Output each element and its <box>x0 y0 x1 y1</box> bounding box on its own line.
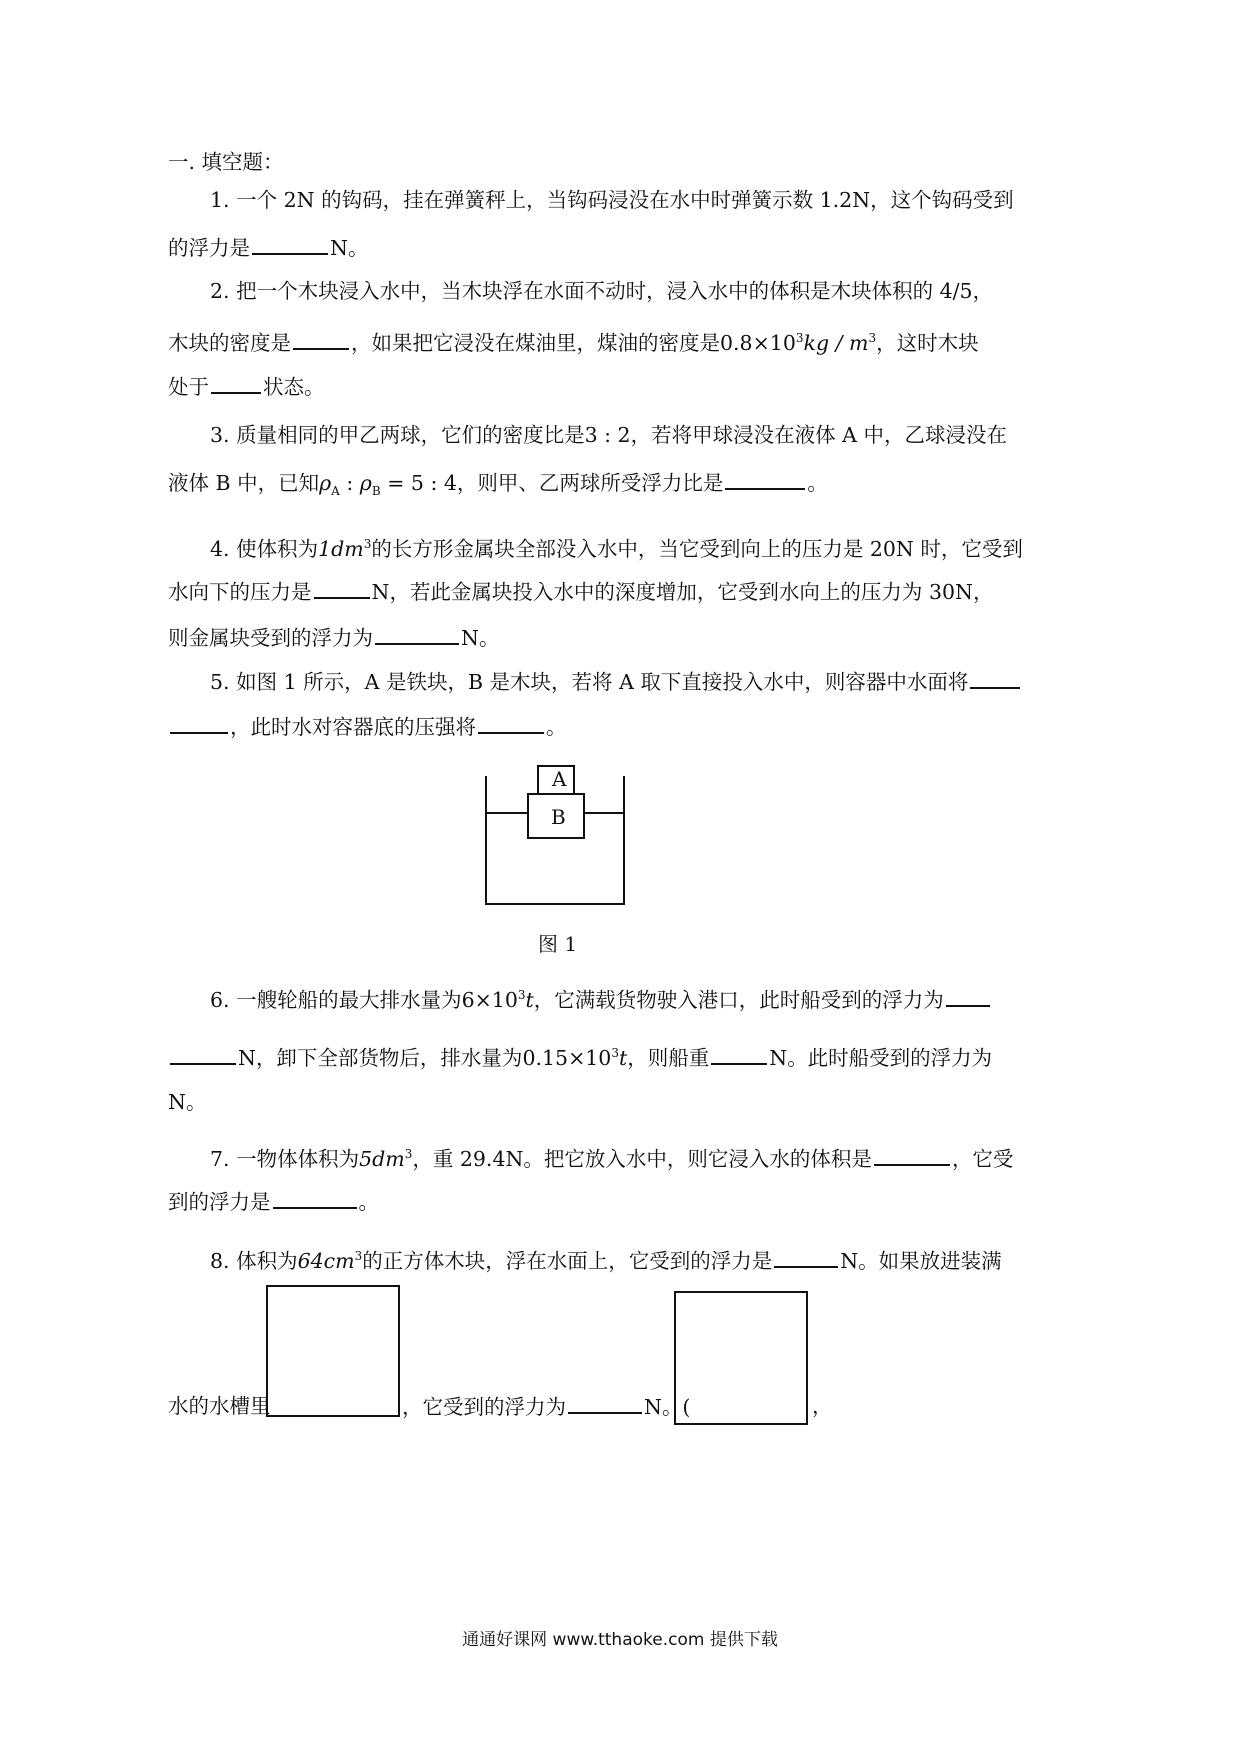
q2-text: 木块的密度是 <box>168 330 291 355</box>
q6-value-2: 0.15×10 <box>522 1045 612 1070</box>
q2-text-2: ，如果把它浸没在煤油里，煤油的密度是 <box>351 330 720 355</box>
q3-ratio: 3 : 2 <box>584 423 631 447</box>
q8-text-2: 的正方体木块，浮在水面上，它受到的浮力是 <box>362 1248 773 1273</box>
answer-blank[interactable] <box>946 985 990 1007</box>
q8-value: 64cm <box>297 1248 355 1273</box>
answer-blank[interactable] <box>774 1246 838 1268</box>
q3-colon: : <box>339 471 360 495</box>
q2-formula-exp: 3 <box>795 331 804 345</box>
rho-subscript-a: A <box>331 484 340 499</box>
rho-subscript-b: B <box>371 484 381 499</box>
page-footer: 通通好课网 www.tthaoke.com 提供下载 <box>462 1630 778 1650</box>
answer-blank[interactable] <box>711 1043 767 1065</box>
q3-rho-a <box>319 471 340 499</box>
section-title: 一. 填空题： <box>168 150 284 174</box>
q2-formula-unit: kg / m <box>803 330 869 355</box>
figure-caption: 图 1 <box>538 932 578 956</box>
question-8-line-2-mid <box>402 1392 690 1421</box>
q1-unit: N。 <box>330 236 369 260</box>
question-4-line-1 <box>210 530 1023 563</box>
question-8-line-2-left: 水的水槽里 <box>168 1394 271 1418</box>
question-1-line-1: 1. 一个 2N 的钩码，挂在弹簧秤上，当钩码浸没在水中时弹簧示数 1.2N，这个钩码受到 <box>210 188 1014 212</box>
question-5-line-2 <box>168 712 567 741</box>
q8-value-exp: 3 <box>354 1249 363 1263</box>
image-placeholder-box <box>266 1285 400 1417</box>
answer-blank[interactable] <box>314 577 370 599</box>
q6-value: 6×10 <box>461 987 518 1012</box>
q7-value-exp: 3 <box>404 1147 413 1161</box>
answer-blank[interactable] <box>211 372 261 394</box>
q8-text-4: ，它受到的浮力为 <box>402 1395 566 1419</box>
answer-blank[interactable] <box>874 1144 950 1166</box>
q8-text-5: N。( <box>644 1395 691 1419</box>
answer-blank[interactable] <box>478 712 544 734</box>
question-1-line-2 <box>168 233 368 262</box>
q8-text-3: N。如果放进装满 <box>840 1248 1002 1273</box>
q4-text-6: N。 <box>461 626 500 650</box>
q6-text-5: N。此时船受到的浮力为 <box>769 1045 993 1070</box>
q3-rho-b <box>359 471 381 499</box>
q6-unit: t <box>525 987 534 1012</box>
q3-text: 3. 质量相同的甲乙两球，它们的密度比是 <box>210 423 585 447</box>
q3-equals: = 5 : 4 <box>380 471 457 495</box>
q3-text-5: 。 <box>807 471 828 495</box>
q5-text: 5. 如图 1 所示，A 是铁块，B 是木块，若将 A 取下直接投入水中，则容器中水面将 <box>210 670 969 694</box>
q4-volume-exp: 3 <box>363 537 372 551</box>
q4-text: 4. 使体积为 <box>210 536 319 561</box>
answer-blank[interactable] <box>568 1392 642 1414</box>
answer-blank[interactable] <box>725 468 805 490</box>
q2-formula-base: 0.8×10 <box>720 330 796 355</box>
q7-text-4: 到的浮力是 <box>168 1190 271 1214</box>
question-2-line-3 <box>168 372 325 401</box>
question-6-line-1 <box>210 981 992 1014</box>
question-5-line-1 <box>210 667 1022 696</box>
q7-value: 5dm <box>359 1146 405 1171</box>
block-b-label: B <box>551 805 566 829</box>
q3-text-4: ，则甲、乙两球所受浮力比是 <box>456 471 724 495</box>
q2-text-3: ，这时木块 <box>876 330 979 355</box>
q5-text-3: 。 <box>546 715 567 739</box>
question-7-line-1 <box>210 1140 1013 1173</box>
question-6-line-2 <box>168 1039 992 1072</box>
question-3-line-1 <box>210 421 1007 449</box>
q8-text: 8. 体积为 <box>210 1248 298 1273</box>
question-4-line-2 <box>168 577 993 606</box>
q7-text-5: 。 <box>358 1190 379 1214</box>
answer-blank[interactable] <box>293 328 349 350</box>
question-7-line-2 <box>168 1187 379 1216</box>
q6-text-3: N，卸下全部货物后，排水量为 <box>238 1045 523 1070</box>
q6-value-exp: 3 <box>517 988 526 1002</box>
question-4-line-3 <box>168 623 499 652</box>
question-6-line-3: N。 <box>168 1090 207 1114</box>
answer-blank[interactable] <box>252 233 328 255</box>
q5-text-2: ，此时水对容器底的压强将 <box>230 715 476 739</box>
q6-value-2-exp: 3 <box>611 1046 619 1060</box>
answer-blank[interactable] <box>273 1187 357 1209</box>
q4-text-3: 水向下的压力是 <box>168 580 312 604</box>
q7-text-2: ，重 29.4N。把它放入水中，则它浸入水的体积是 <box>412 1146 872 1171</box>
q4-text-5: 则金属块受到的浮力为 <box>168 626 373 650</box>
q3-text-2: ，若将甲球浸没在液体 A 中，乙球浸没在 <box>630 423 1007 447</box>
q6-text-4: ，则船重 <box>627 1045 710 1070</box>
question-3-line-2 <box>168 468 828 505</box>
answer-blank[interactable] <box>970 667 1020 689</box>
q2-text-4: 处于 <box>168 375 209 399</box>
q6-text-2: ，它满载货物驶入港口，此时船受到的浮力为 <box>533 987 944 1012</box>
q2-text-5: 状态。 <box>263 375 325 399</box>
q2-formula-unit-exp: 3 <box>868 331 877 345</box>
q1-text: 的浮力是 <box>168 236 250 260</box>
block-a-label: A <box>552 767 567 791</box>
question-8-line-2-right: ， <box>812 1394 833 1418</box>
q2-formula <box>720 331 876 355</box>
q6-text: 6. 一艘轮船的最大排水量为 <box>210 987 462 1012</box>
q3-text-3: 液体 B 中，已知 <box>168 471 320 495</box>
q7-text: 7. 一物体体积为 <box>210 1146 360 1171</box>
q4-text-2: 的长方形金属块全部没入水中，当它受到向上的压力是 20N 时，它受到 <box>371 536 1023 561</box>
question-8-line-1 <box>210 1242 1002 1275</box>
question-2-line-1: 2. 把一个木块浸入水中，当木块浮在水面不动时，浸入水中的体积是木块体积的 4/5， <box>210 279 994 303</box>
rho-symbol: ρ <box>359 471 372 495</box>
answer-blank[interactable] <box>170 1043 236 1065</box>
q6-unit-2: t <box>619 1045 628 1070</box>
answer-blank[interactable] <box>170 712 228 734</box>
q7-text-3: ，它受 <box>951 1146 1014 1171</box>
answer-blank[interactable] <box>375 623 459 645</box>
question-2-line-2 <box>168 324 979 357</box>
rho-symbol: ρ <box>319 471 332 495</box>
image-placeholder-box <box>674 1291 808 1425</box>
q4-text-4: N，若此金属块投入水中的深度增加，它受到水向上的压力为 30N， <box>371 580 994 604</box>
q4-volume: 1dm <box>318 536 364 561</box>
